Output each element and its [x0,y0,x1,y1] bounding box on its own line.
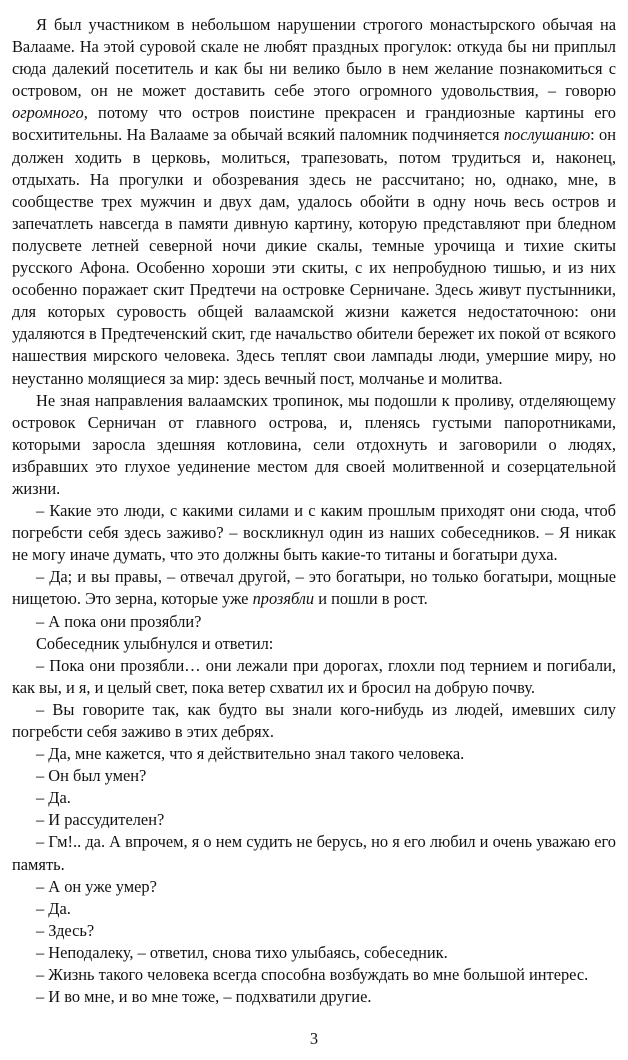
text-body [12,14,616,1008]
text-segment: – Здесь? [36,920,95,940]
paragraph [12,942,616,964]
text-segment: – А он уже умер? [36,876,157,896]
text-segment: – Неподалеку, – ответил, снова тихо улыбаясь, собеседник. [36,942,448,962]
emphasized-text: прозябли [252,589,315,609]
text-segment: Собеседник улыбнулся и ответил: [36,633,274,653]
text-segment: – Да. [36,788,71,808]
text-segment: – Да. [36,898,71,918]
paragraph [12,14,616,390]
paragraph [12,743,616,765]
paragraph [12,655,616,699]
text-segment: , потому что остров поистине прекрасен и грандиозные картины его восхитительны. На Валааме за обычай всякий паломник подчиняется [12,103,616,145]
text-segment: – Гм!.. да. А впрочем, я о нем судить не берусь, но я его любил и очень уважаю его память. [12,832,616,874]
text-segment: – Он был умен? [36,766,147,786]
paragraph [12,699,616,743]
paragraph [12,964,616,986]
page-number: 3 [309,1029,319,1048]
paragraph [12,566,616,610]
text-segment: – И во мне, и во мне тоже, – подхватили другие. [36,987,372,1007]
text-segment: – Да; и вы правы, – отвечал другой, – это богатыри, но только богатыри, мощные нищетою. Это зерна, которые уже [12,567,616,609]
paragraph [12,898,616,920]
emphasized-text: огромного [12,103,84,123]
paragraph [12,633,616,655]
text-segment: Не зная направления валаамских тропинок, мы подошли к проливу, отделяющему островок Серничан от главного острова, и, пленясь густыми папоротниками, которыми заросла здешняя котловина, сели отдохнуть и заговорили о людях, избравших это глухое уединение местом для своей молитвенной и созерцательной жизни. [12,390,616,498]
text-segment: – Вы говорите так, как будто вы знали кого-нибудь из людей, имевших силу погребсти себя заживо в этих дебрях. [12,699,616,741]
text-segment: – Пока они прозябли… они лежали при дорогах, глохли под тернием и погибали, как вы, и я, и целый свет, пока ветер схватил их и бросил на добрую почву. [12,655,616,697]
paragraph [12,876,616,898]
emphasized-text: послушанию [503,125,591,145]
paragraph [12,390,616,500]
text-segment: : он должен ходить в церковь, молиться, трапезовать, потом трудиться и, наконец, отдыхать. На прогулки и обозревания здесь не рассчитано; но, однако, мне, в сообществе трех мужчин и двух дам, удалось обойти в одну ночь весь остров и запечатлеть навсегда в памяти дивную картину, которую представляют при бледном полусвете летней северной ночи дикие скалы, темные урочища и тихие скиты русского Афона. Особенно хороши эти скиты, с их непробудною тишью, и из них особенно поражает скит Предтечи на островке Серничане. Здесь живут пустынники, для которых суровость общей валаамской жизни кажется недостаточною: они удаляются в Предтеченский скит, где начальство обители бережет их покой от всякого нашествия мирского человека. Здесь теплят свои лампады люди, умершие миру, но неустанно молящиеся за мир: здесь вечный пост, молчанье и молитва. [12,125,616,388]
text-segment: Я был участником в небольшом нарушении строгого монастырского обычая на Валааме. На этой суровой скале не любят праздных прогулок: откуда бы ни приплыл сюда далекий посетитель и как бы ни велико было в нем желание познакомиться с островом, он не может доставить себе этого огромного удовольствия, – говорю [12,15,616,101]
paragraph [12,787,616,809]
text-segment: – Да, мне кажется, что я действительно знал такого человека. [36,744,465,764]
text-segment: – А пока они прозябли? [36,611,202,631]
text-segment: и пошли в рост. [314,589,428,609]
paragraph [12,765,616,787]
paragraph [12,500,616,566]
text-segment: – Какие это люди, с какими силами и с каким прошлым приходят они сюда, чтоб погребсти себя здесь заживо? – воскликнул один из наших собеседников. – Я никак не могу иначе думать, что это должны быть какие-то титаны и богатыри духа. [12,501,616,565]
paragraph [12,809,616,831]
paragraph [12,831,616,875]
paragraph [12,920,616,942]
paragraph [12,986,616,1008]
text-segment: – И рассудителен? [36,810,165,830]
text-segment: – Жизнь такого человека всегда способна возбуждать во мне большой интерес. [36,965,589,985]
paragraph [12,611,616,633]
